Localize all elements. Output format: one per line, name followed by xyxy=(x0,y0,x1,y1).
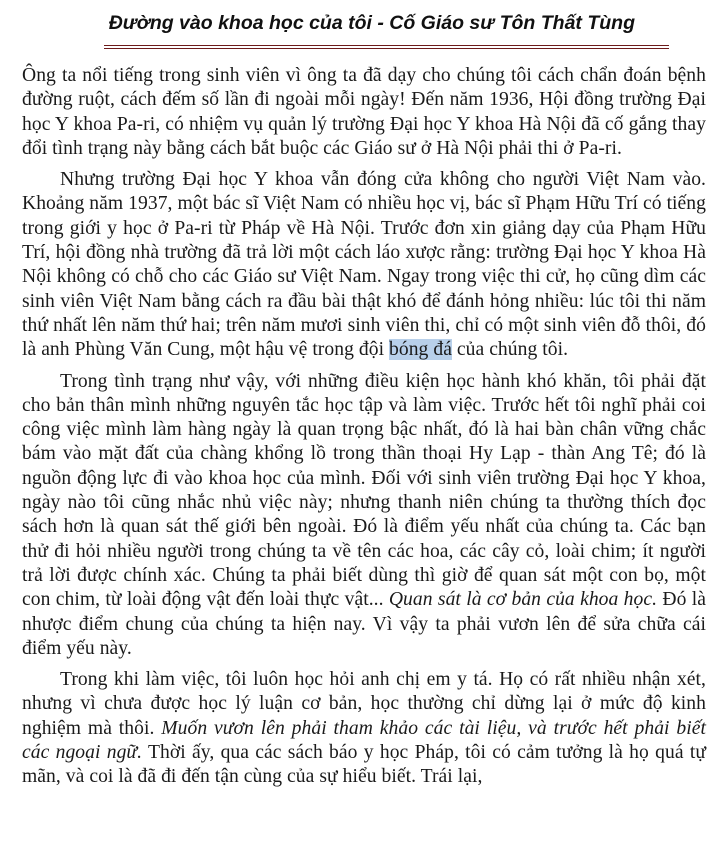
paragraph-3-text-end: Đó là nhược điểm chung của chúng ta hiện nay. Vì vậy ta phải vươn lên để sửa chữa cái điểm yếu này. xyxy=(22,589,706,659)
paragraph-2-text: Nhưng trường Đại học Y khoa vẫn đóng cửa không cho người Việt Nam vào. Khoảng năm 1937, một bác sĩ Việt Nam có nhiều học vị, bác sĩ Phạm Hữu Trí có tiếng trong giới y học ở Pa-ri từ Pháp về Hà Nội. Trước đơn xin giảng dạy của Phạm Hữu Trí, hội đồng nhà trường đã trả lời một cách láo xược rằng: trường Đại học Y khoa Hà Nội không có chỗ cho các Giáo sư Việt Nam. Ngay trong việc thi cử, họ cũng dìm các sinh viên Việt Nam bằng cách ra đầu bài thật khó để đánh hỏng nhiều: lúc tôi thi năm thứ nhất lên năm thứ hai; trên năm mươi sinh viên thi, chỉ có một sinh viên đỗ thôi, đó là anh Phùng Văn Cung, một hậu vệ trong đội xyxy=(22,169,706,361)
paragraph-4-emphasis: Muốn vươn lên phải tham khảo các tài liệu, và trước hết phải biết các ngoại ngữ. xyxy=(22,717,706,764)
header-title: Đường vào khoa học của tôi - Cố Giáo sư Tôn Thất Tùng xyxy=(108,12,635,34)
paragraph-1 xyxy=(22,64,706,161)
paragraph-1-text: Ông ta nổi tiếng trong sinh viên vì ông ta đã dạy cho chúng tôi cách chẩn đoán bệnh đường ruột, cách đếm số lần đi ngoài mỗi ngày! Đến năm 1936, Hội đồng trường Đại học Y khoa Pa-ri, có nhiệm vụ quản lý trường Đại học Y khoa Hà Nội đã cố gắng thay đổi tình trạng này bằng cách bắt buộc các Giáo sư ở Hà Nội phải thi ở Pa-ri. xyxy=(22,65,706,159)
paragraph-2 xyxy=(22,168,706,362)
paragraph-4-text-end: Thời ấy, qua các sách báo y học Pháp, tôi có cảm tưởng là họ quá tự mãn, và coi là đã đi đến tận cùng của sự hiểu biết. Trái lại, xyxy=(22,742,706,788)
paragraph-2-text-end: của chúng tôi. xyxy=(451,339,569,361)
header-rule xyxy=(104,45,669,46)
selected-text-highlight[interactable]: bóng đá xyxy=(389,339,452,361)
paragraph-3-text: Trong tình trạng như vậy, với những điều kiện học hành khó khăn, tôi phải đặt cho bản thân mình những nguyên tắc học tập và làm việc. Trước hết tôi nghĩ phải coi công việc mình làm hàng ngày là quan trọng bậc nhất, đó là hai bàn chân vững chắc bám vào mặt đất của chàng khổng lồ trong thần thoại Hy Lạp - thàn Ang Tê; đó là nguồn động lực đi vào khoa học của mình. Đối với sinh viên trường Đại học Y khoa, ngày nào tôi cũng nhắc nhủ việc này; nhưng thanh niên chúng ta thường thích đọc sách hơn là quan sát thế giới bên ngoài. Đó là điểm yếu nhất của chúng ta. Các bạn thử đi hỏi nhiều người trong chúng ta về tên các hoa, các cây cỏ, loài chim; ít người trả lời được chính xác. Chúng ta phải biết dùng thì giờ để quan sát một con bọ, một con chim, từ loài động vật đến loài thực vật... xyxy=(22,370,706,611)
header-rule-thin xyxy=(104,48,669,49)
paragraph-3 xyxy=(22,370,706,662)
document-body[interactable] xyxy=(22,64,706,790)
paragraph-4 xyxy=(22,668,706,789)
paragraph-4-text: Trong khi làm việc, tôi luôn học hỏi anh chị em y tá. Họ có rất nhiều nhận xét, nhưng vì chưa được học lý luận cơ bản, học thường chỉ dừng lại ở mức độ kinh nghiệm mà thôi. xyxy=(22,669,706,739)
paragraph-3-emphasis: Quan sát là cơ bản của khoa học. xyxy=(388,589,658,611)
running-header xyxy=(0,12,717,35)
